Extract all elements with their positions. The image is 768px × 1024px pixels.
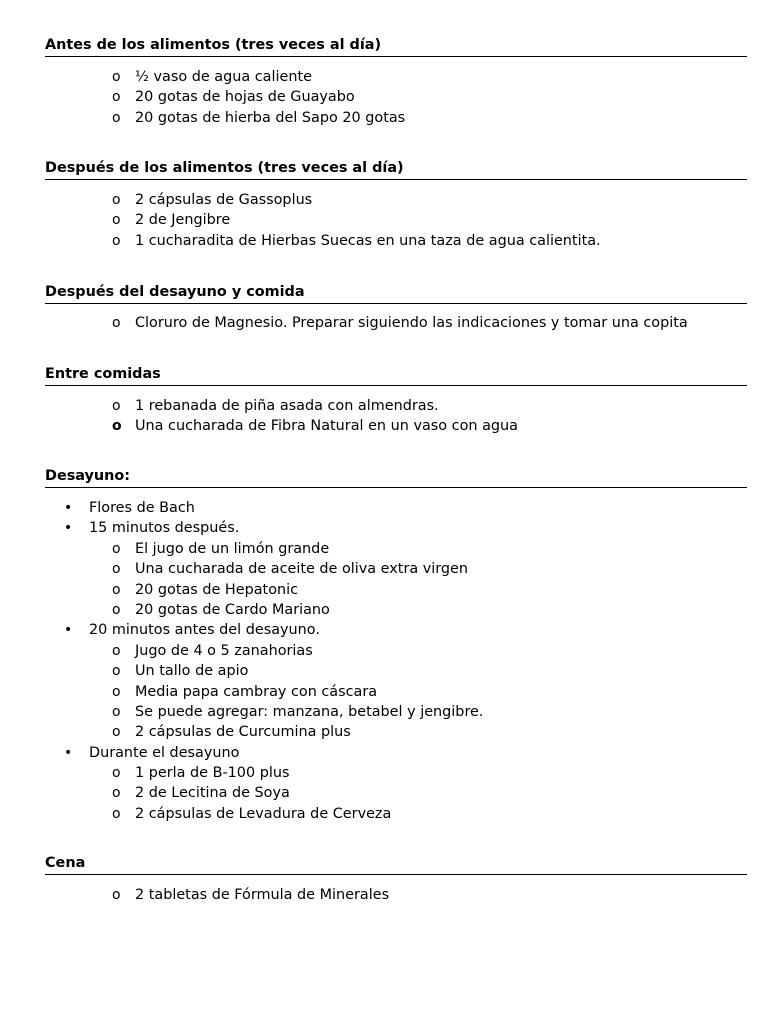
- list-item-text: 20 gotas de hierba del Sapo 20 gotas: [135, 109, 406, 126]
- bullet-item: [0, 620, 768, 640]
- list-marker: o: [112, 418, 122, 435]
- list-item-text: Se puede agregar: manzana, betabel y jengibre.: [135, 703, 484, 720]
- list-marker: o: [112, 703, 121, 720]
- list-item: [0, 559, 768, 579]
- bullet-item: [0, 743, 768, 763]
- bullet-item-text: Flores de Bach: [89, 500, 195, 516]
- list-item: [0, 539, 768, 559]
- list-marker: o: [112, 109, 121, 126]
- bullet-marker: •: [64, 622, 73, 639]
- list-item: [0, 396, 768, 416]
- bullet-item: [0, 518, 768, 538]
- list-item-text: 20 gotas de hojas de Guayabo: [135, 89, 355, 106]
- list-item-text: ½ vaso de agua caliente: [135, 69, 312, 85]
- section-heading-antes: Antes de los alimentos (tres veces al día): [45, 35, 747, 57]
- list-item-text: Un tallo de apio: [135, 663, 249, 680]
- list-marker: o: [112, 785, 121, 802]
- list-item-text: 2 cápsulas de Gassoplus: [135, 192, 313, 208]
- list-item: [0, 313, 768, 333]
- list-item: [0, 87, 768, 107]
- list-item: [0, 702, 768, 722]
- list-item-text: 1 cucharadita de Hierbas Suecas en una taza de agua calientita.: [135, 232, 601, 249]
- list-item-text: Media papa cambray con cáscara: [135, 683, 378, 700]
- list-item: [0, 641, 768, 661]
- list-item-text: 20 gotas de Cardo Mariano: [135, 601, 330, 618]
- list-item-text: Una cucharada de Fibra Natural en un vaso con agua: [135, 418, 518, 435]
- list-item-text: 2 cápsulas de Curcumina plus: [135, 724, 351, 741]
- list-marker: o: [112, 887, 121, 903]
- list-item-text: 1 rebanada de piña asada con almendras.: [135, 398, 439, 414]
- list-item: [0, 600, 768, 620]
- list-item-text: Una cucharada de aceite de oliva extra virgen: [135, 561, 469, 578]
- bullet-item-text: Durante el desayuno: [89, 744, 240, 761]
- list-item: [0, 67, 768, 87]
- list-item: [0, 804, 768, 824]
- list-item: [0, 580, 768, 600]
- list-cena: [0, 885, 768, 905]
- list-marker: o: [112, 765, 121, 782]
- list-marker: o: [112, 192, 121, 208]
- list-marker: o: [112, 212, 121, 229]
- list-marker: o: [112, 683, 121, 700]
- bullet-marker: •: [64, 520, 73, 537]
- list-marker: o: [112, 561, 121, 578]
- list-marker: o: [112, 232, 121, 249]
- list-item: [0, 885, 768, 905]
- list-marker: o: [112, 642, 121, 659]
- list-item: [0, 661, 768, 681]
- section-heading-despues: Después de los alimentos (tres veces al día): [45, 158, 747, 180]
- section-heading-despues-desayuno: Después del desayuno y comida: [45, 282, 747, 304]
- list-item-text: 2 tabletas de Fórmula de Minerales: [135, 887, 390, 903]
- list-marker: o: [112, 581, 121, 598]
- list-item: [0, 763, 768, 783]
- list-marker: o: [112, 315, 121, 331]
- list-item-text: 2 cápsulas de Levadura de Cerveza: [135, 805, 392, 822]
- section-heading-desayuno: Desayuno:: [45, 466, 747, 488]
- bullet-item: [0, 498, 768, 518]
- list-item: [0, 416, 768, 436]
- list-item: [0, 190, 768, 210]
- list-marker: o: [112, 398, 121, 414]
- list-item: [0, 783, 768, 803]
- bullet-marker: •: [64, 744, 73, 761]
- list-marker: o: [112, 805, 121, 822]
- list-item-text: Cloruro de Magnesio. Preparar siguiendo las indicaciones y tomar una copita: [135, 315, 688, 331]
- list-item: [0, 210, 768, 230]
- section-heading-entre-comidas: Entre comidas: [45, 364, 747, 386]
- list-antes: [0, 67, 768, 128]
- list-item-text: 2 de Lecitina de Soya: [135, 785, 290, 802]
- list-marker: o: [112, 663, 121, 680]
- list-item-text: Jugo de 4 o 5 zanahorias: [135, 642, 313, 659]
- list-item: [0, 682, 768, 702]
- list-item: [0, 108, 768, 128]
- list-item: [0, 231, 768, 251]
- list-marker: o: [112, 724, 121, 741]
- list-despues: [0, 190, 768, 251]
- list-entre-comidas: [0, 396, 768, 437]
- list-item: [0, 722, 768, 742]
- section-heading-cena: Cena: [45, 853, 747, 875]
- list-marker: o: [112, 69, 121, 85]
- list-item-text: 20 gotas de Hepatonic: [135, 581, 299, 598]
- bullet-item-text: 20 minutos antes del desayuno.: [89, 622, 320, 639]
- bullet-item-text: 15 minutos después.: [89, 520, 240, 537]
- list-despues-desayuno: [0, 313, 768, 333]
- list-marker: o: [112, 540, 121, 557]
- list-item-text: El jugo de un limón grande: [135, 540, 330, 557]
- list-marker: o: [112, 601, 121, 618]
- list-marker: o: [112, 89, 121, 106]
- list-item-text: 2 de Jengibre: [135, 212, 231, 229]
- list-desayuno: [0, 498, 768, 824]
- bullet-marker: •: [64, 500, 73, 516]
- list-item-text: 1 perla de B-100 plus: [135, 765, 290, 782]
